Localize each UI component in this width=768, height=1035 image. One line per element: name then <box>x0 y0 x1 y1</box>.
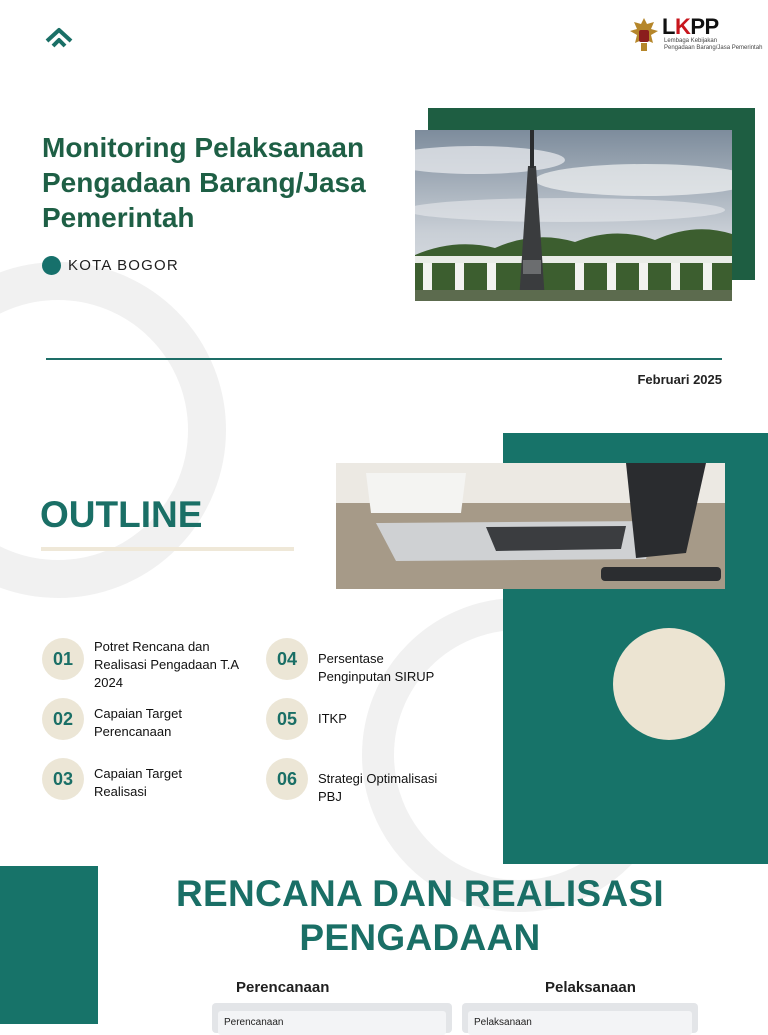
lkpp-subtitle-line2: Pengadaan Barang/Jasa Pemerintah <box>664 45 763 51</box>
outline-item-label: Strategi Optimalisasi PBJ <box>318 771 438 804</box>
outline-underline <box>41 547 294 551</box>
outline-item-label: Persentase Penginputan SIRUP <box>318 651 435 684</box>
outline-item-label: Capaian Target Perencanaan <box>94 706 182 739</box>
lkpp-wordmark: LKPP <box>662 14 719 39</box>
perencanaan-card-label: Perencanaan <box>218 1011 446 1035</box>
outline-item-number: 02 <box>42 698 84 740</box>
header-divider <box>46 358 722 360</box>
garuda-emblem-icon <box>628 16 660 54</box>
laptop-photo <box>336 463 725 589</box>
outline-item-number: 06 <box>266 758 308 800</box>
lkpp-logo <box>628 14 763 58</box>
teal-side-block <box>0 866 98 1024</box>
pelaksanaan-card <box>462 1003 698 1033</box>
location-label: KOTA BOGOR <box>68 257 179 274</box>
outline-item-label: ITKP <box>318 711 347 726</box>
monument-photo <box>415 130 732 301</box>
brand-chevron-icon <box>44 24 74 50</box>
pelaksanaan-card-label: Pelaksanaan <box>468 1011 692 1035</box>
decorative-circle <box>613 628 725 740</box>
outline-item-number: 04 <box>266 638 308 680</box>
outline-item-number: 03 <box>42 758 84 800</box>
outline-item-number: 01 <box>42 638 84 680</box>
outline-title: OUTLINE <box>40 494 203 535</box>
report-date: Februari 2025 <box>637 372 722 387</box>
perencanaan-card <box>212 1003 452 1033</box>
outline-item-label: Potret Rencana dan Realisasi Pengadaan T.A 2024 <box>94 639 239 690</box>
column-heading-pelaksanaan: Pelaksanaan <box>545 979 636 996</box>
outline-item-label: Capaian Target Realisasi <box>94 766 182 799</box>
section-title: RENCANA DAN REALISASI PENGADAAN <box>175 873 664 958</box>
page-title: Monitoring Pelaksanaan Pengadaan Barang/Jasa Pemerintah <box>42 132 366 233</box>
lkpp-subtitle-line1: Lembaga Kebijakan <box>664 38 718 44</box>
column-heading-perencanaan: Perencanaan <box>236 979 330 996</box>
outline-item-number: 05 <box>266 698 308 740</box>
location-dot-icon <box>42 256 61 275</box>
